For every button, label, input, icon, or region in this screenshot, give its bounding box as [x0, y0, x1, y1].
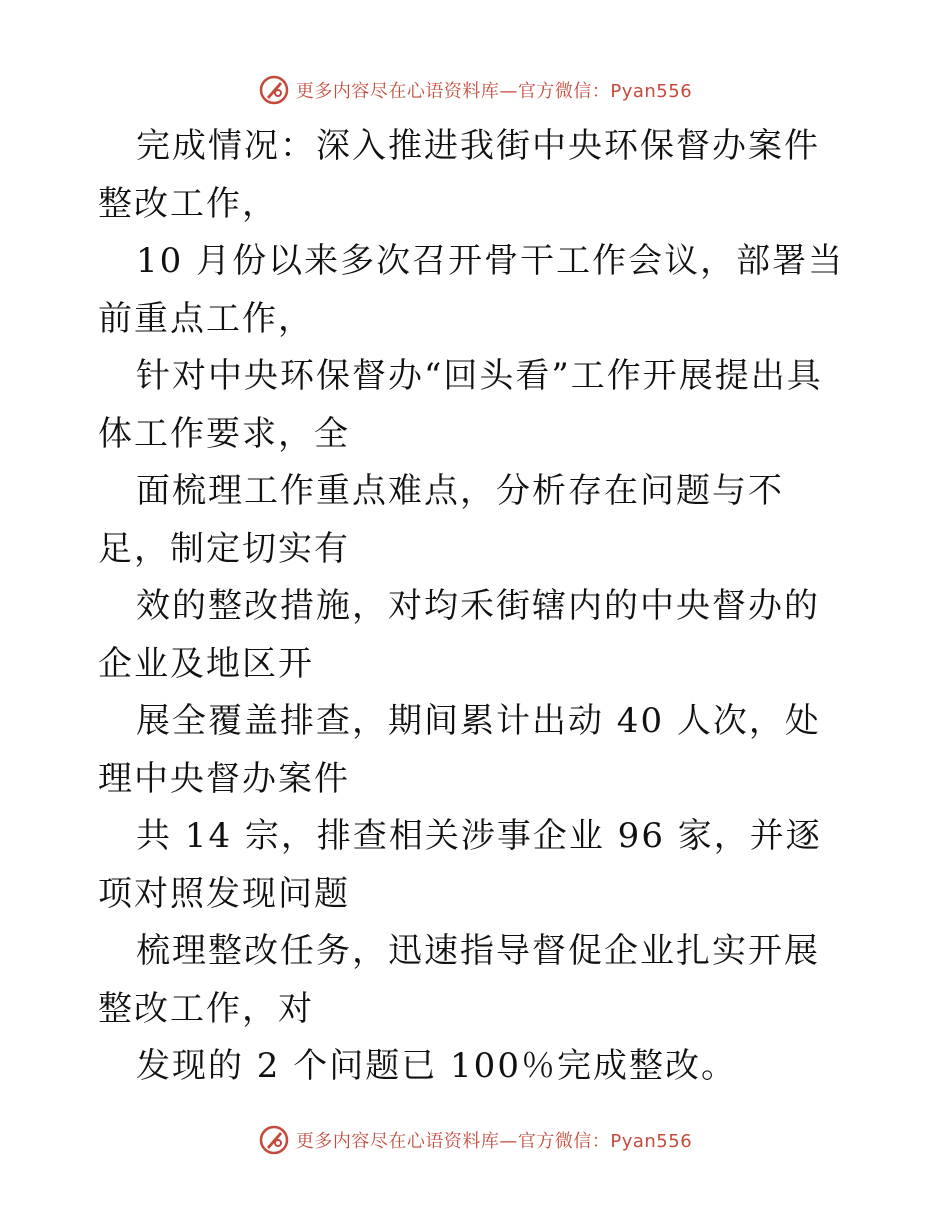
paragraph-3: 针对中央环保督办“回头看”工作开展提出具体工作要求，全 — [98, 356, 823, 454]
paragraph-7: 共 14 宗，排查相关涉事企业 96 家，并逐项对照发现问题 — [98, 816, 822, 914]
quill-seal-icon — [258, 74, 290, 106]
paragraph-9: 发现的 2 个问题已 100％完成整改。 — [136, 1046, 737, 1086]
quill-seal-icon — [258, 1124, 290, 1156]
watermark-text: 更多内容尽在心语资料库—官方微信：Pyan556 — [295, 81, 693, 102]
paragraph-8: 梳理整改任务，迅速指导督促企业扎实开展整改工作，对 — [98, 931, 820, 1029]
paragraph-4: 面梳理工作重点难点，分析存在问题与不足，制定切实有 — [98, 471, 784, 569]
footer-watermark — [0, 1120, 950, 1160]
paragraph-2: 10 月份以来多次召开骨干工作会议，部署当前重点工作， — [98, 241, 845, 339]
paragraph-5: 效的整改措施，对均禾街辖内的中央督办的企业及地区开 — [98, 586, 820, 684]
document-body — [98, 118, 854, 1096]
header-watermark — [0, 70, 950, 110]
paragraph-1: 完成情况：深入推进我街中央环保督办案件整改工作， — [98, 126, 820, 224]
paragraph-6: 展全覆盖排查，期间累计出动 40 人次，处理中央督办案件 — [98, 701, 821, 799]
watermark-text: 更多内容尽在心语资料库—官方微信：Pyan556 — [295, 1131, 693, 1152]
